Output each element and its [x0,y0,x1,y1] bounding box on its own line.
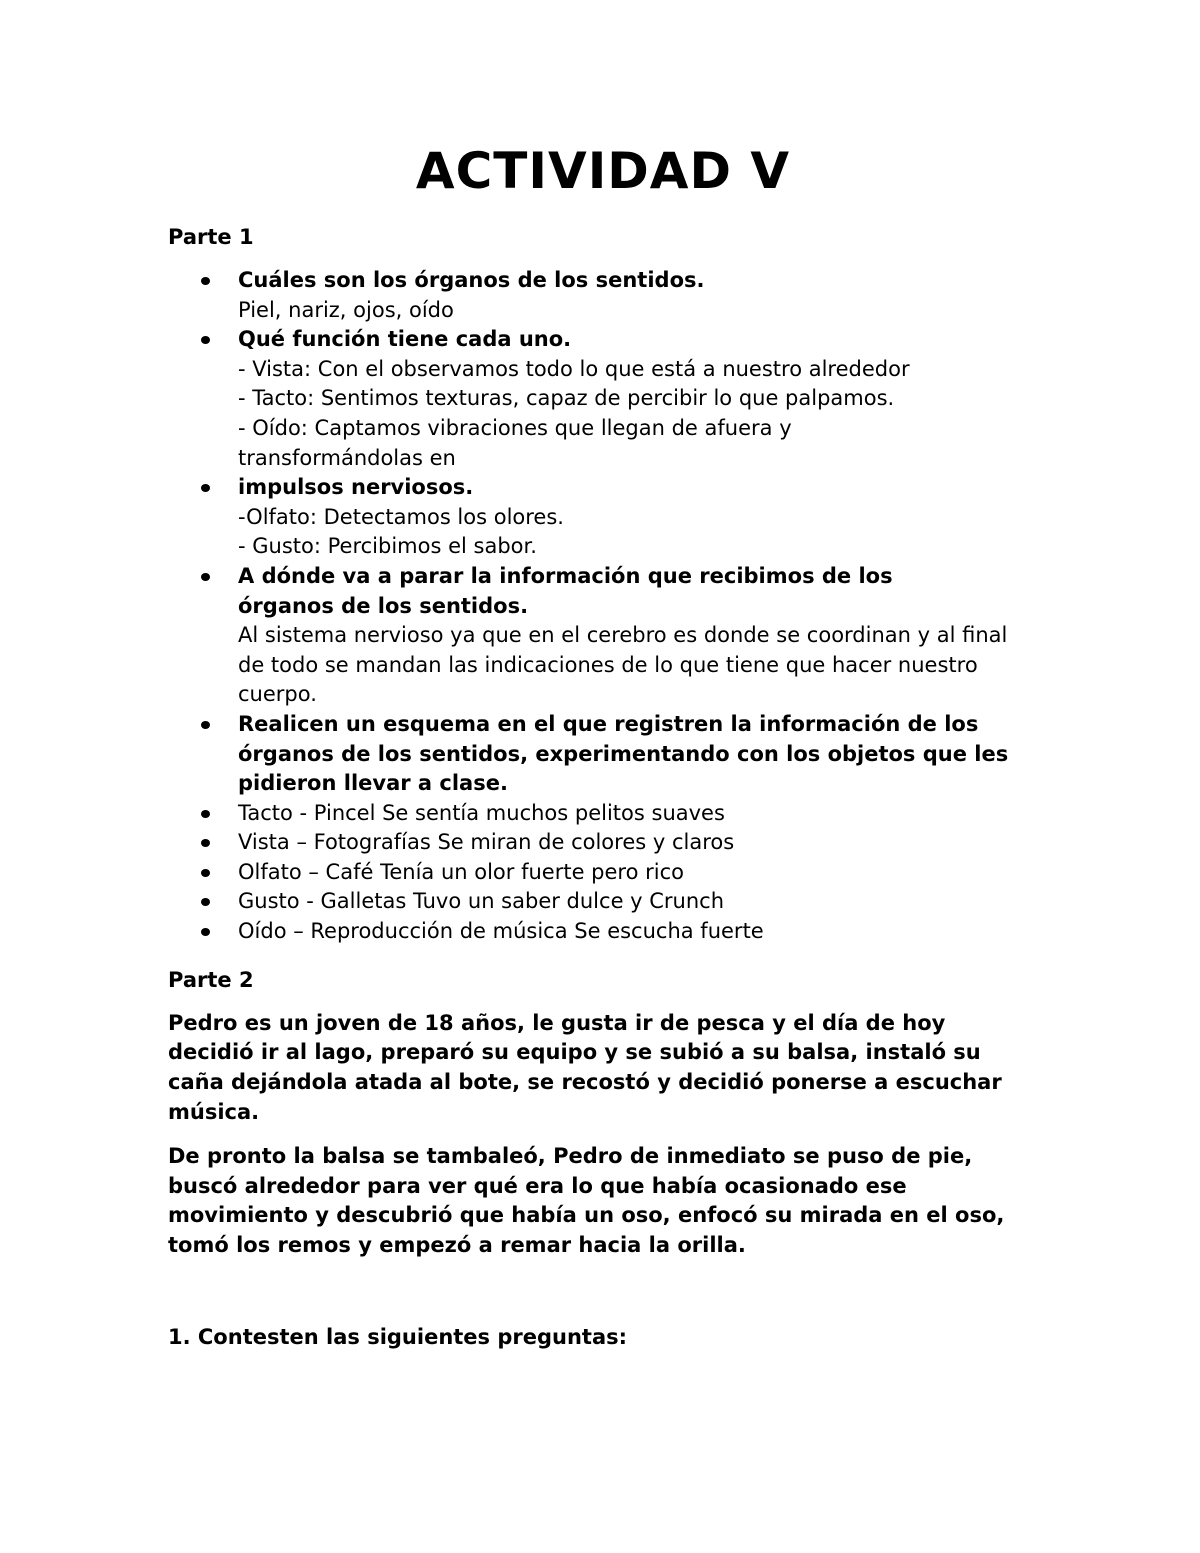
sense-item-text: Tacto - Pincel Se sentía muchos pelitos suaves [238,800,725,825]
bullet-icon [201,869,210,877]
question-item [168,710,1038,799]
question-item [168,325,1038,473]
question-text: Qué función tiene cada uno. [238,327,572,352]
answer-line: Al sistema nervioso ya que en el cerebro es donde se coordinan y al final de todo se mandan las indicaciones de lo que tiene que hacer nuestro cuerpo. [238,623,1008,707]
bullet-icon [201,277,210,285]
answer-line: - Oído: Captamos vibraciones que llegan de afuera y transformándolas en [238,415,792,470]
sense-item [168,799,1038,829]
question-text: Cuáles son los órganos de los sentidos. [238,268,705,292]
question-text: A dónde va a parar la información que recibimos de los órganos de los sentidos. [238,563,893,618]
bullet-icon [201,336,210,344]
instruction-heading: 1. Contesten las siguientes preguntas: [168,1325,628,1350]
question-item [168,562,1038,710]
bullet-icon [201,898,210,906]
sense-item-text: Oído – Reproducción de música Se escucha fuerte [238,919,764,944]
bullet-icon [201,573,210,581]
sense-item [168,828,1038,858]
bullet-icon [201,928,210,936]
sense-item-text: Vista – Fotografías Se miran de colores y claros [238,830,735,855]
answer-line: -Olfato: Detectamos los olores. [238,504,564,529]
part1-question-list [168,266,1038,947]
question-text: Realicen un esquema en el que registren la información de los órganos de los sentidos, experimentando con los objetos que les pidieron llevar a clase. [238,711,1009,796]
part1-heading: Parte 1 [168,225,254,249]
answer-line: Piel, nariz, ojos, oído [238,297,454,322]
question-item [168,266,1038,325]
document-title: ACTIVIDAD V [415,142,791,200]
sense-item-text: Olfato – Café Tenía un olor fuerte pero rico [238,859,684,884]
sense-item [168,858,1038,888]
bullet-icon [201,810,210,818]
answer-line: - Gusto: Percibimos el sabor. [238,534,537,559]
bullet-icon [201,839,210,847]
story-paragraph: Pedro es un joven de 18 años, le gusta ir de pesca y el día de hoy decidió ir al lago, preparó su equipo y se subió a su balsa, instaló su caña dejándola atada al bote, se recostó y decidió ponerse a escuchar música. [168,1010,1002,1125]
sense-item-text: Gusto - Galletas Tuvo un saber dulce y Crunch [238,889,725,914]
question-item [168,473,1038,562]
story-paragraph: De pronto la balsa se tambaleó, Pedro de inmediato se puso de pie, buscó alrededor para ver qué era lo que había ocasionado ese movimiento y descubrió que había un oso, enfocó su mirada en el oso, tomó los remos y empezó a remar hacia la orilla. [168,1143,1005,1258]
document-page [168,138,1038,1352]
answer-line: - Vista: Con el observamos todo lo que está a nuestro alrededor [238,356,910,381]
bullet-icon [201,484,210,492]
question-text: impulsos nerviosos. [238,475,474,500]
answer-line: - Tacto: Sentimos texturas, capaz de percibir lo que palpamos. [238,386,895,411]
bullet-icon [201,721,210,729]
sense-item [168,887,1038,917]
sense-item [168,917,1038,947]
part2-heading: Parte 2 [168,967,254,992]
